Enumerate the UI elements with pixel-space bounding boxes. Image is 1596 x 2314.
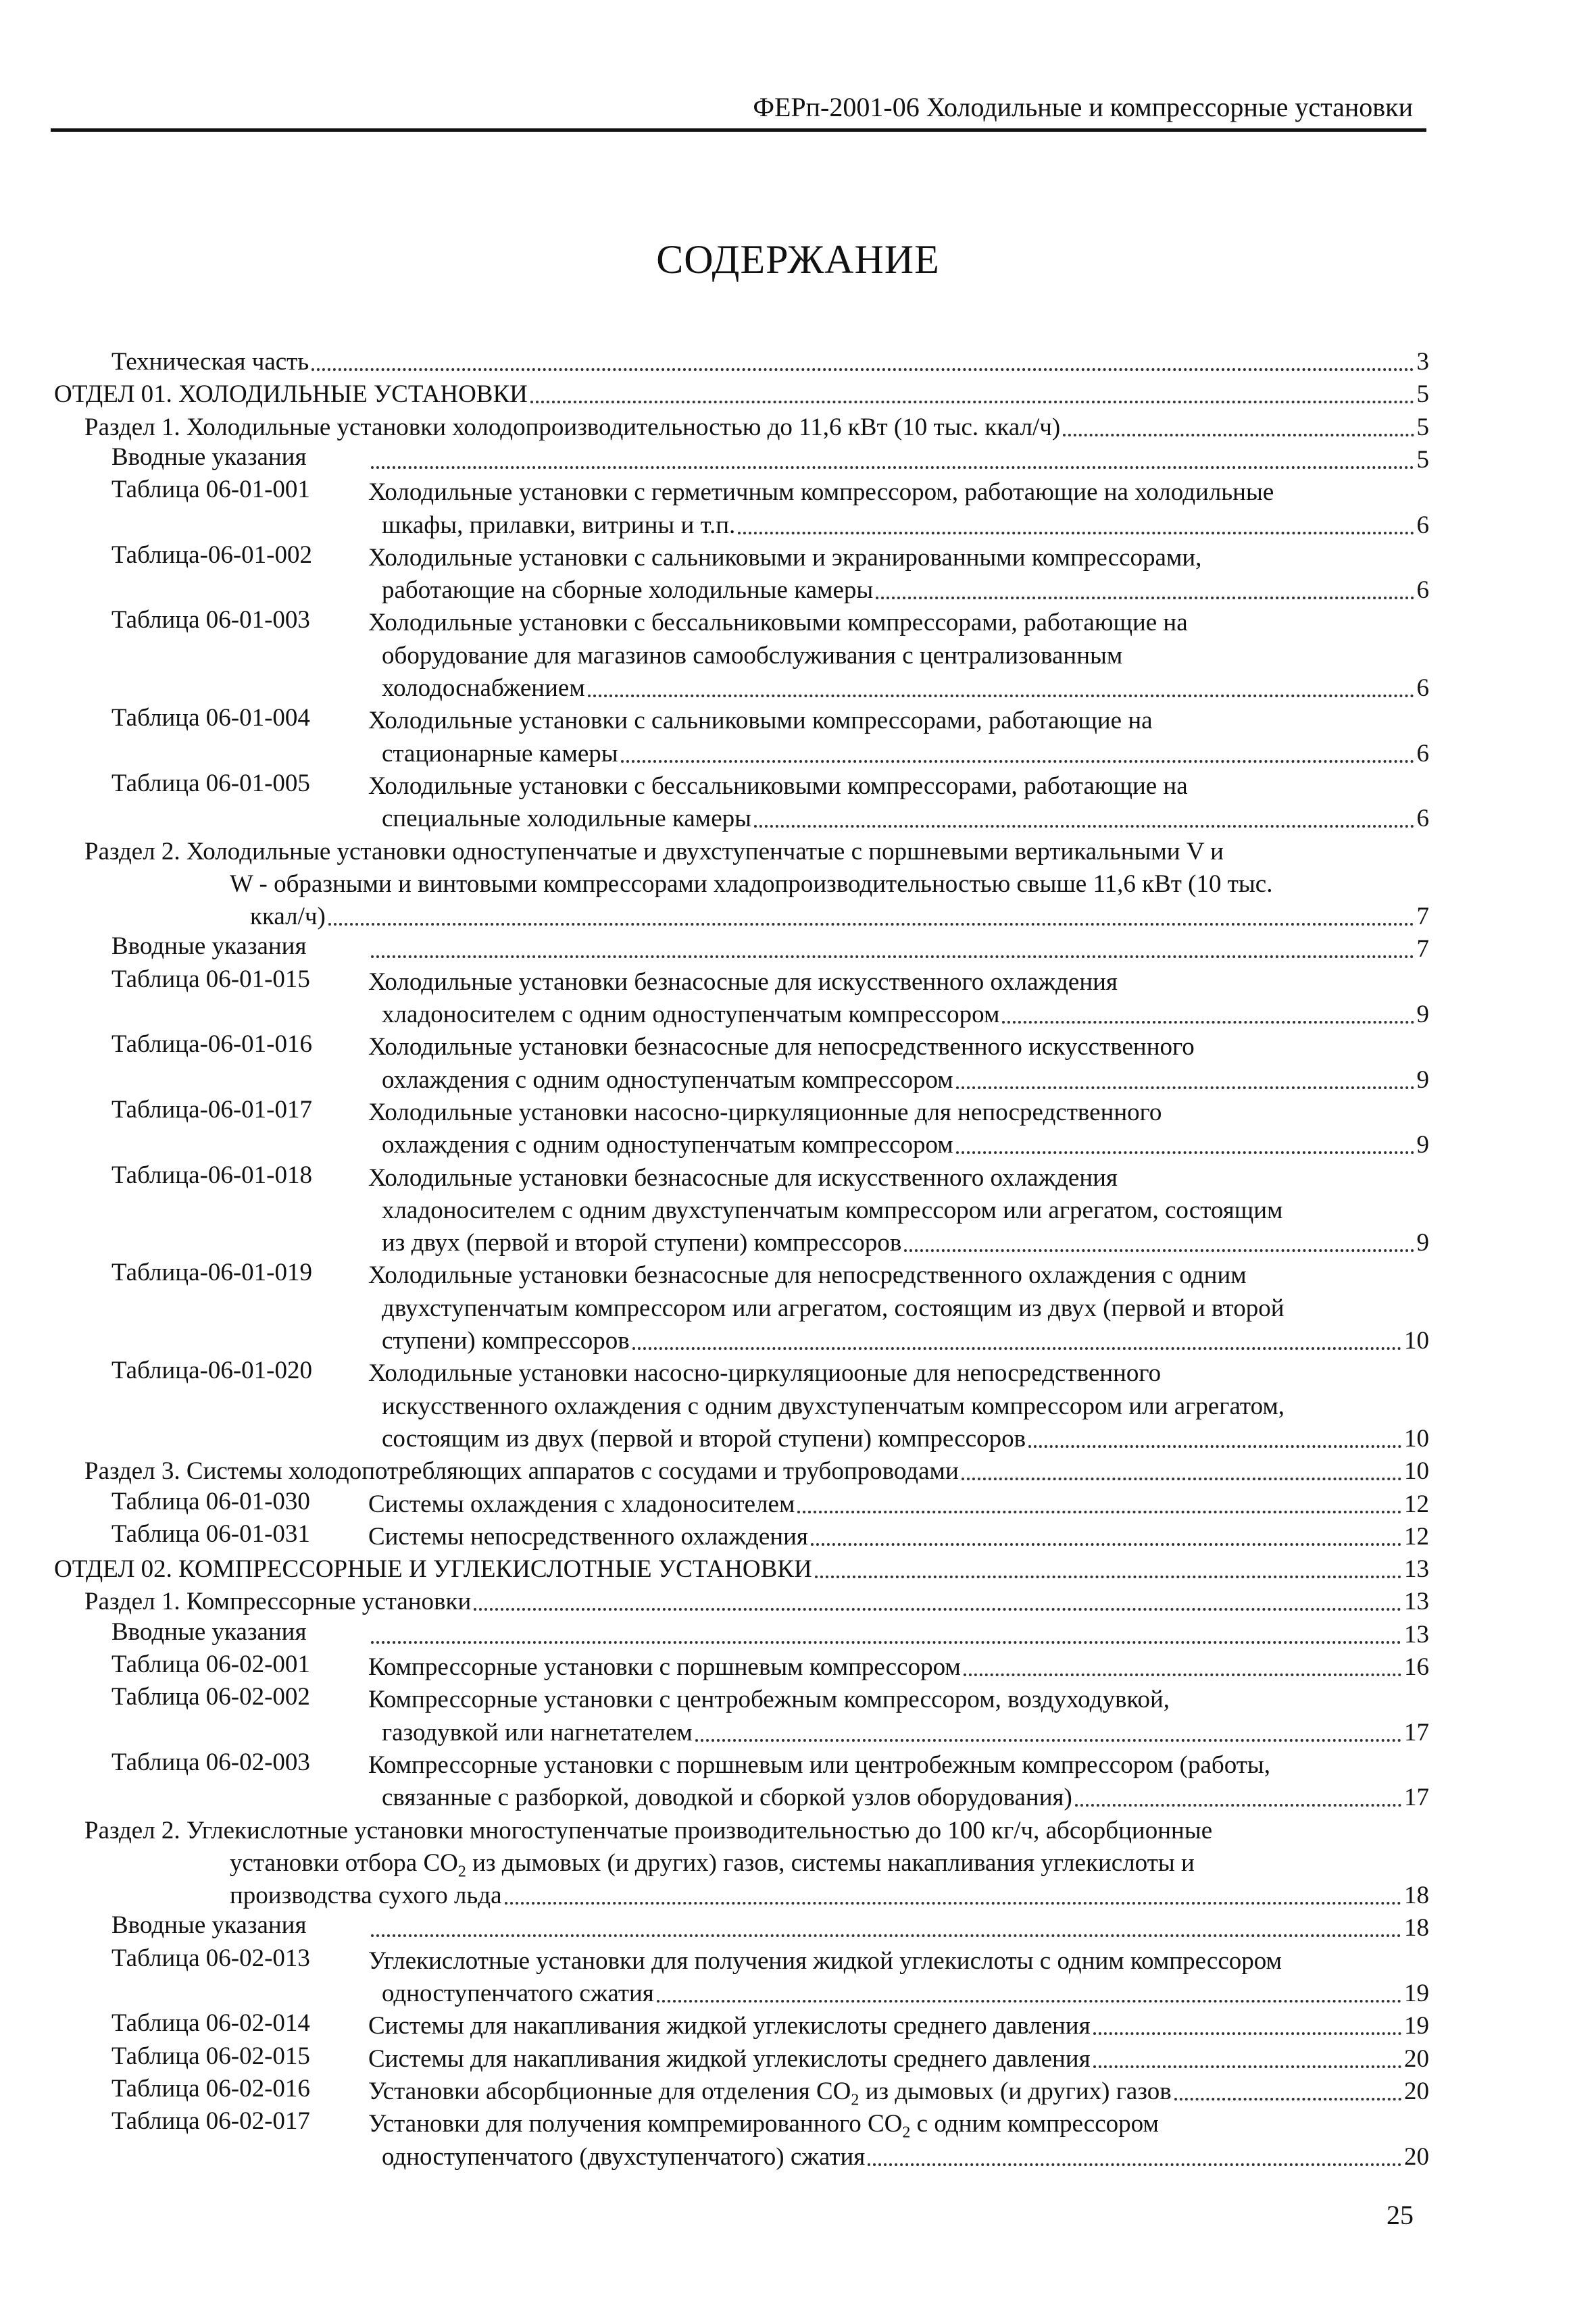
toc-line-text: Компрессорные установки с поршневым компрессором: [368, 1653, 961, 1681]
toc-page-number: 6: [1416, 674, 1429, 702]
running-header: [51, 89, 1426, 132]
leader-dots: [797, 1511, 1401, 1513]
toc-page-number: 9: [1416, 1229, 1429, 1257]
toc-line-text: двухступенчатым компрессором или агрегатом, состоящим из двух (первой и второй: [382, 1294, 1285, 1322]
toc-line[interactable]: [382, 2140, 1429, 2172]
toc-page-number: 13: [1404, 1620, 1429, 1649]
leader-dots: [904, 1249, 1414, 1252]
page-title: СОДЕРЖАНИЕ: [656, 237, 940, 282]
toc-line[interactable]: [368, 1748, 1429, 1780]
toc-page-number: 18: [1404, 1914, 1429, 1942]
toc-page-number: 6: [1416, 576, 1429, 605]
toc-page-number: 7: [1416, 903, 1429, 931]
toc-line[interactable]: [368, 703, 1429, 736]
toc-page-number: 5: [1416, 413, 1429, 441]
leader-dots: [505, 1902, 1401, 1905]
leader-dots: [754, 825, 1414, 828]
toc-line[interactable]: [368, 2009, 1429, 2041]
toc-line-text: Компрессорные установки с центробежным компрессором, воздуходувкой,: [368, 1686, 1170, 1714]
toc-line-text: Холодильные установки с бессальниковыми компрессорами, работающие на: [368, 609, 1188, 637]
leader-dots: [621, 760, 1414, 763]
toc-line[interactable]: [382, 1976, 1429, 2009]
toc-entry-code: Вводные указания: [111, 1617, 307, 1646]
toc-line[interactable]: [368, 2107, 1429, 2142]
leader-dots: [962, 1478, 1401, 1480]
leader-dots: [1028, 1445, 1401, 1448]
toc-page-number: 6: [1416, 511, 1429, 539]
toc-entry-code: Вводные указания: [111, 932, 307, 961]
toc-page-number: 6: [1416, 805, 1429, 833]
leader-dots: [588, 695, 1414, 697]
toc-entry-code: Таблица 06-02-014: [111, 2009, 310, 2038]
toc-line-text: Раздел 1. Холодильные установки холодопроизводительностью до 11,6 кВт (10 тыс. ккал/ч): [84, 413, 1061, 441]
toc-line[interactable]: [382, 997, 1429, 1030]
toc-line[interactable]: [368, 605, 1429, 638]
toc-line-text: Раздел 1. Компрессорные установки: [84, 1588, 472, 1616]
toc-page-number: 10: [1404, 1327, 1429, 1355]
toc-line[interactable]: [382, 736, 1429, 769]
toc-line[interactable]: [368, 1095, 1429, 1128]
toc-page-number: 12: [1404, 1522, 1429, 1551]
toc-line-text: ккал/ч): [250, 903, 326, 931]
toc-line-text: связанные с разборкой, доводкой и сборкой узлов оборудования): [382, 1784, 1072, 1812]
toc-line-text: Холодильные установки безнасосные для искусственного охлаждения: [368, 1163, 1118, 1192]
leader-dots: [371, 1641, 1401, 1644]
toc-page-number: 5: [1416, 445, 1429, 474]
toc-page-number: 9: [1416, 1131, 1429, 1159]
toc-entry-code: Таблица 06-02-002: [111, 1683, 310, 1711]
toc-line[interactable]: [382, 1193, 1429, 1226]
toc-entry-code: Таблица 06-01-003: [111, 606, 310, 634]
toc-line[interactable]: [382, 1324, 1429, 1356]
leader-dots: [811, 1543, 1401, 1546]
toc-entry-code: Таблица 06-01-004: [111, 704, 310, 732]
toc-entry-code: Таблица-06-01-019: [111, 1259, 312, 1287]
leader-dots: [1075, 1804, 1401, 1807]
leader-dots: [815, 1576, 1401, 1578]
toc-page-number: 20: [1404, 2044, 1429, 2073]
toc-entry-code: Таблица 06-02-013: [111, 1944, 310, 1972]
toc-line[interactable]: [382, 1422, 1429, 1454]
toc-line-text: Холодильные установки насосно-циркуляциооные для непосредственного: [368, 1359, 1162, 1388]
toc-entry-code: Таблица-06-01-020: [111, 1357, 312, 1385]
toc-line-text: установки отбора $CO_2$ из дымовых (и других) газов, системы накапливания углекислоты и: [230, 1848, 1195, 1881]
toc-line-text: ОТДЕЛ 01. ХОЛОДИЛЬНЫЕ УСТАНОВКИ: [54, 380, 528, 409]
toc-line-text: Углекислотные установки для получения жидкой углекислоты с одним компрессором: [368, 1946, 1282, 1975]
leader-dots: [956, 1151, 1414, 1154]
toc-line-text: Раздел 2. Холодильные установки одноступенчатые и двухступенчатые с поршневыми вертикальными V и: [84, 837, 1224, 865]
toc-entry-code: Таблица 06-02-017: [111, 2107, 310, 2136]
toc-page-number: 17: [1404, 1718, 1429, 1746]
toc-page-number: 6: [1416, 739, 1429, 768]
toc-line-text: состоящим из двух (первой и второй ступени) компрессоров: [382, 1424, 1026, 1453]
toc-line[interactable]: [368, 1650, 1429, 1682]
toc-line-text: хладоносителем с одним одноступенчатым компрессором: [382, 1001, 1000, 1028]
toc-page-number: 5: [1416, 380, 1429, 409]
toc-entry-code: Таблица 06-01-015: [111, 965, 310, 993]
toc-line[interactable]: [368, 1030, 1429, 1062]
toc-line-text: Системы охлаждения с хладоносителем: [368, 1490, 795, 1518]
toc-line-text: производства сухого льда: [230, 1882, 502, 1910]
toc-line-text: Системы для накапливания жидкой углекислоты среднего давления: [368, 2044, 1091, 2073]
leader-dots: [695, 1739, 1401, 1742]
toc-page-number: 3: [1416, 348, 1429, 376]
toc-entry-code: Таблица 06-01-005: [111, 769, 310, 797]
toc-line-text: Холодильные установки безнасосные для непосредственного искусственного: [368, 1033, 1195, 1061]
leader-dots: [371, 466, 1414, 469]
toc-line-text: Установки для получения компремированного $CO_2$ с одним компрессором: [368, 2110, 1159, 2142]
toc-line[interactable]: [382, 1226, 1429, 1258]
toc-page-number: 13: [1404, 1588, 1429, 1616]
toc-line-text: Техническая часть: [111, 348, 309, 376]
toc-line[interactable]: [382, 1780, 1429, 1813]
toc-line[interactable]: [368, 1682, 1429, 1715]
toc-line-text: Установки абсорбционные для отделения $CO_2$ из дымовых (и других) газов: [368, 2077, 1172, 2109]
toc-line[interactable]: [382, 1291, 1429, 1324]
leader-dots: [632, 1347, 1401, 1350]
toc-line[interactable]: [230, 1846, 1429, 1881]
toc-line[interactable]: [382, 1063, 1429, 1095]
toc-page-number: 16: [1404, 1653, 1429, 1681]
toc-line-text: холодоснабжением: [382, 674, 585, 702]
toc-line-text: газодувкой или нагнетателем: [382, 1718, 693, 1746]
page-number: 25: [1387, 2200, 1414, 2230]
toc-line-text: из двух (первой и второй ступени) компрессоров: [382, 1229, 902, 1257]
toc-line-text: охлаждения с одним одноступенчатым компрессором: [382, 1065, 953, 1094]
toc-entry-code: Вводные указания: [111, 1911, 307, 1940]
toc-page-number: 9: [1416, 1065, 1429, 1094]
toc-line[interactable]: [382, 638, 1429, 671]
header-text: ФЕРп-2001-06 Холодильные и компрессорные установки: [753, 92, 1413, 122]
toc-page-number: 9: [1416, 1001, 1429, 1028]
toc-line-text: Системы непосредственного охлаждения: [368, 1522, 808, 1551]
leader-dots: [738, 532, 1414, 534]
toc-line-text: Компрессорные установки с поршневым или центробежным компрессором (работы,: [368, 1751, 1271, 1779]
toc-entry-code: Таблица-06-01-016: [111, 1030, 312, 1059]
leader-dots: [371, 1934, 1401, 1937]
toc-line-text: ОТДЕЛ 02. КОМПРЕССОРНЫЕ И УГЛЕКИСЛОТНЫЕ УСТАНОВКИ: [54, 1555, 812, 1584]
toc-line[interactable]: [368, 2042, 1429, 2074]
toc-line[interactable]: [368, 443, 1429, 475]
toc-line-text: искусственного охлаждения с одним двухступенчатым компрессором или агрегатом,: [382, 1392, 1285, 1420]
toc-line-text: Холодильные установки безнасосные для искусственного охлаждения: [368, 967, 1118, 996]
toc-line[interactable]: [368, 1258, 1429, 1290]
toc-entry-code: Таблица 06-02-015: [111, 2042, 310, 2070]
toc-entry-code: Таблица 06-02-016: [111, 2074, 310, 2103]
toc-line-text: хладоносителем с одним двухступенчатым компрессором или агрегатом, состоящим: [382, 1196, 1283, 1224]
toc-line[interactable]: [368, 1161, 1429, 1193]
toc-line[interactable]: [368, 2074, 1429, 2107]
toc-line[interactable]: [368, 1519, 1429, 1552]
toc-line-text: Раздел 3. Системы холодопотребляющих аппаратов с сосудами и трубопроводами: [84, 1457, 959, 1486]
toc-page-number: 19: [1404, 1980, 1429, 2007]
toc-line-text: Холодильные установки безнасосные для непосредственного охлаждения с одним: [368, 1261, 1247, 1290]
toc-line[interactable]: [368, 932, 1429, 964]
toc-line[interactable]: [84, 410, 1429, 443]
toc-line-text: Системы для накапливания жидкой углекислоты среднего давления: [368, 2012, 1091, 2040]
toc-line[interactable]: [368, 769, 1429, 801]
toc-entry-code: Таблица-06-01-002: [111, 540, 312, 569]
toc-line[interactable]: [382, 801, 1429, 834]
leader-dots: [1093, 2032, 1401, 2035]
toc-line[interactable]: [382, 573, 1429, 605]
toc-line-text: оборудование для магазинов самообслуживания с централизованным: [382, 641, 1123, 670]
leader-dots: [474, 1608, 1401, 1611]
toc-entry-code: Таблица 06-01-001: [111, 476, 310, 504]
toc-page-number: 17: [1404, 1784, 1429, 1812]
toc-line-text: Раздел 2. Углекислотные установки многоступенчатые производительностью до 100 кг/ч, абсорбционные: [84, 1816, 1213, 1844]
toc-line[interactable]: [84, 834, 1429, 867]
toc-entry-code: Таблица-06-01-018: [111, 1161, 312, 1189]
leader-dots: [964, 1674, 1401, 1676]
toc-line[interactable]: [382, 1715, 1429, 1748]
toc-line-text: Холодильные установки насосно-циркуляционные для непосредственного: [368, 1098, 1162, 1126]
toc-entry-code: Таблица 06-02-001: [111, 1651, 310, 1678]
toc-entry-code: Таблица 06-01-031: [111, 1519, 310, 1548]
toc-line[interactable]: [368, 1487, 1429, 1519]
toc-line-text: Холодильные установки с сальниковыми компрессорами, работающие на: [368, 707, 1153, 735]
toc-line-text: ступени) компрессоров: [382, 1327, 630, 1355]
toc-page-number: 10: [1404, 1457, 1429, 1486]
toc-page-number: 12: [1404, 1490, 1429, 1518]
leader-dots: [1002, 1021, 1414, 1024]
toc-line-text: охлаждения с одним одноступенчатым компрессором: [382, 1131, 953, 1159]
toc-line[interactable]: [368, 540, 1429, 573]
toc-line[interactable]: [368, 1356, 1429, 1388]
toc-line[interactable]: [382, 1389, 1429, 1422]
leader-dots: [1174, 2098, 1401, 2101]
toc-entry-code: Таблица-06-01-017: [111, 1095, 312, 1124]
toc-line-text: Холодильные установки с сальниковыми и экранированными компрессорами,: [368, 543, 1202, 572]
leader-dots: [530, 401, 1414, 403]
toc-line[interactable]: [230, 1878, 1429, 1911]
leader-dots: [1063, 434, 1414, 436]
leader-dots: [876, 597, 1414, 599]
toc-page-number: 13: [1404, 1555, 1429, 1584]
toc-line[interactable]: [230, 867, 1429, 899]
toc-line-text: специальные холодильные камеры: [382, 805, 751, 833]
toc-line-text: работающие на сборные холодильные камеры: [382, 576, 874, 605]
toc-line-text: шкафы, прилавки, витрины и т.п.: [382, 511, 736, 539]
toc-page-number: 7: [1416, 935, 1429, 963]
leader-dots: [657, 2000, 1401, 2003]
toc-entry-code: Таблица 06-02-003: [111, 1748, 310, 1776]
toc-line[interactable]: [111, 345, 1429, 377]
toc-line-text: Холодильные установки с бессальниковыми компрессорами, работающие на: [368, 772, 1188, 800]
toc-page-number: 20: [1404, 2142, 1429, 2171]
toc-entry-code: Таблица 06-01-030: [111, 1487, 310, 1515]
toc-line[interactable]: [84, 1584, 1429, 1617]
toc-line[interactable]: [382, 671, 1429, 703]
toc-line[interactable]: [84, 1454, 1429, 1486]
toc-line[interactable]: [368, 475, 1429, 507]
leader-dots: [956, 1086, 1414, 1089]
toc-line[interactable]: [54, 1552, 1429, 1584]
toc-line-text: стационарные камеры: [382, 739, 618, 768]
toc-page-number: 18: [1404, 1882, 1429, 1910]
toc-line[interactable]: [54, 377, 1429, 409]
leader-dots: [311, 368, 1414, 371]
toc-line[interactable]: [250, 899, 1429, 932]
leader-dots: [371, 955, 1414, 958]
leader-dots: [1093, 2065, 1401, 2068]
toc-line[interactable]: [382, 1128, 1429, 1160]
toc-line-text: W - образными и винтовыми компрессорами хладопроизводительностью свыше 11,6 кВт (10 тыс.: [230, 870, 1273, 898]
toc-line-text: одноступенчатого сжатия: [382, 1980, 654, 2007]
toc-line[interactable]: [382, 508, 1429, 540]
toc-page-number: 20: [1404, 2077, 1429, 2105]
toc-line[interactable]: [368, 965, 1429, 997]
toc-line-text: Холодильные установки с герметичным компрессором, работающие на холодильные: [368, 478, 1274, 507]
leader-dots: [328, 923, 1414, 926]
toc-line[interactable]: [368, 1617, 1429, 1650]
leader-dots: [868, 2163, 1401, 2166]
toc-line[interactable]: [84, 1813, 1429, 1846]
toc-line[interactable]: [368, 1944, 1429, 1976]
toc-page-number: 10: [1404, 1424, 1429, 1453]
toc-entry-code: Вводные указания: [111, 443, 307, 471]
toc-line-text: одноступенчатого (двухступенчатого) сжатия: [382, 2142, 866, 2171]
toc-line[interactable]: [368, 1911, 1429, 1943]
toc-page-number: 19: [1404, 2012, 1429, 2040]
